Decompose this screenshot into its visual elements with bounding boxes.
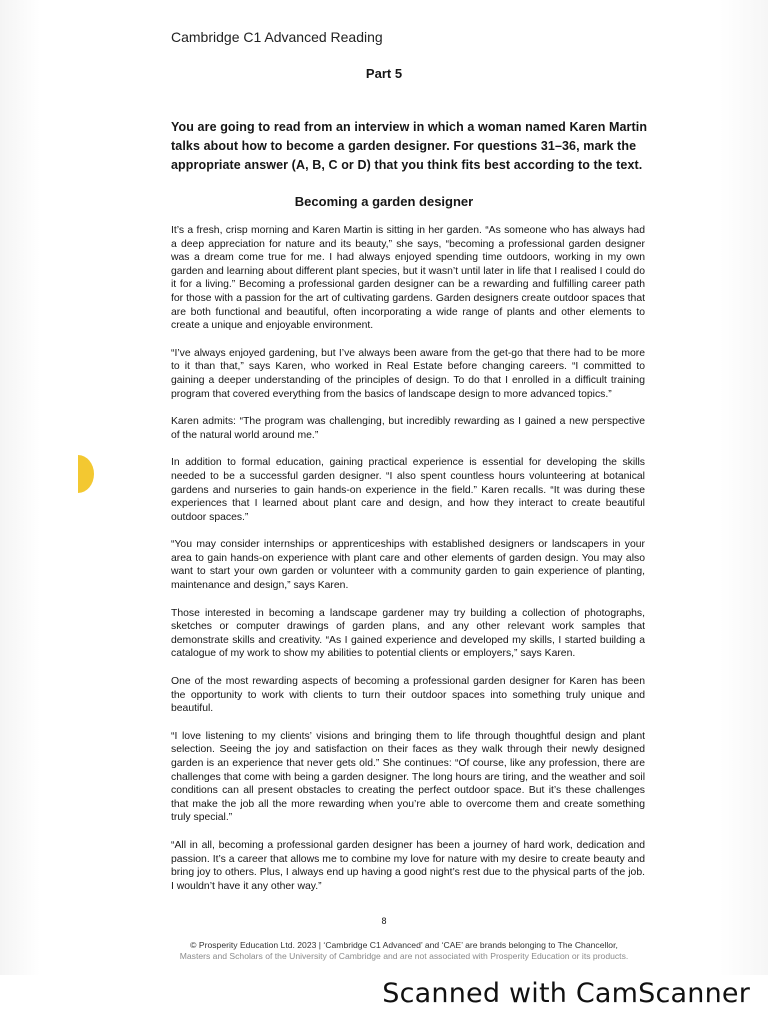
article-paragraph: It’s a fresh, crisp morning and Karen Martin is sitting in her garden. “As someone who has always had a deep appreciation for nature and its beauty,” she says, “becoming a professional garden designer was a dream come true for me. I had always enjoyed spending time outdoors, working in my own garden and learning about different plant species, but it wasn’t until later in life that I realised I could do it for a living.” Becoming a professional garden designer can be a rewarding and fulfilling career path for those with a passion for the art of cultivating gardens. Garden designers create outdoor spaces that are both functional and beautiful, often incorporating a wide range of plants and other elements to create a unique and enjoyable environment. [171,225,645,332]
part-title: Part 5 [365,66,403,81]
article-body [171,224,645,907]
article-paragraph: “All in all, becoming a professional garden designer has been a journey of hard work, dedication and passion. It’s a career that allows me to combine my love for nature with my desire to create beauty and bring joy to others. Plus, I always end up having a good night’s rest due to the physical parts of the job. I wouldn’t have it any other way.” [171,839,645,892]
copyright-footer [150,940,658,962]
copyright-line: Masters and Scholars of the University of Cambridge and are not associated with Prosperity Education or its products. [179,951,629,961]
task-instructions: You are going to read from an interview in which a woman named Karen Martin talks about how to become a garden designer. For questions 31–36, mark the appropriate answer (A, B, C or D) that you think fits best according to the text. [171,120,648,172]
scanner-watermark: Scanned with CamScanner [382,978,750,1009]
page-number: 8 [381,916,387,926]
article-paragraph: One of the most rewarding aspects of becoming a professional garden designer for Karen has been the opportunity to work with clients to turn their outdoor spaces into something truly unique and beautiful. [171,676,645,715]
article-paragraph: “You may consider internships or apprenticeships with established designers or landscapers in your area to gain hands-on experience with plant care and other elements of garden design. You may also want to start your own garden or volunteer with a community garden to gain experience of planting, maintenance and design,” says Karen. [171,539,645,592]
article-paragraph: “I love listening to my clients’ visions and bringing them to life through thoughtful design and plant selection. Seeing the joy and satisfaction on their faces as they walk through their newly designed garden is an experience that never gets old.” She continues: “Of course, like any profession, there are challenges that come with being a garden designer. The long hours are tiring, and the weather and soil conditions can all present obstacles to creating the perfect outdoor space. But it’s these challenges that make the job all the more rewarding when you’re able to overcome them and create something truly special.” [171,730,645,824]
article-paragraph: In addition to formal education, gaining practical experience is essential for developing the skills needed to be a successful garden designer. “I also spent countless hours volunteering at botanical gardens and nurseries to gain hands-on experience in the field.” Karen recalls. “It was during these experiences that I learned about plant care and design, and how they interact to create beautiful outdoor spaces.” [171,457,645,523]
article-paragraph: Karen admits: “The program was challenging, but incredibly rewarding as I gained a new perspective of the natural world around me.” [171,416,645,441]
article-paragraph: “I’ve always enjoyed gardening, but I’ve always been aware from the get-go that there had to be more to it than that,” says Karen, who worked in Real Estate before changing careers. “I committed to gaining a deeper understanding of the principles of design. To do that I enrolled in a difficult training program that covered everything from the basics of landscape design to more advanced topics.” [171,347,645,400]
article-title: Becoming a garden designer [294,194,474,209]
article-paragraph: Those interested in becoming a landscape gardener may try building a collection of photographs, sketches or computer drawings of garden plans, and any other relevant work samples that demonstrate skills and creativity. “As I gained experience and developed my skills, I started building a catalogue of my work to show my abilities to potential clients or employers,” says Karen. [171,607,645,660]
copyright-line: © Prosperity Education Ltd. 2023 | ‘Cambridge C1 Advanced’ and ‘CAE’ are brands belonging to The Chancellor, [190,940,618,950]
page-header: Cambridge C1 Advanced Reading [171,29,383,45]
